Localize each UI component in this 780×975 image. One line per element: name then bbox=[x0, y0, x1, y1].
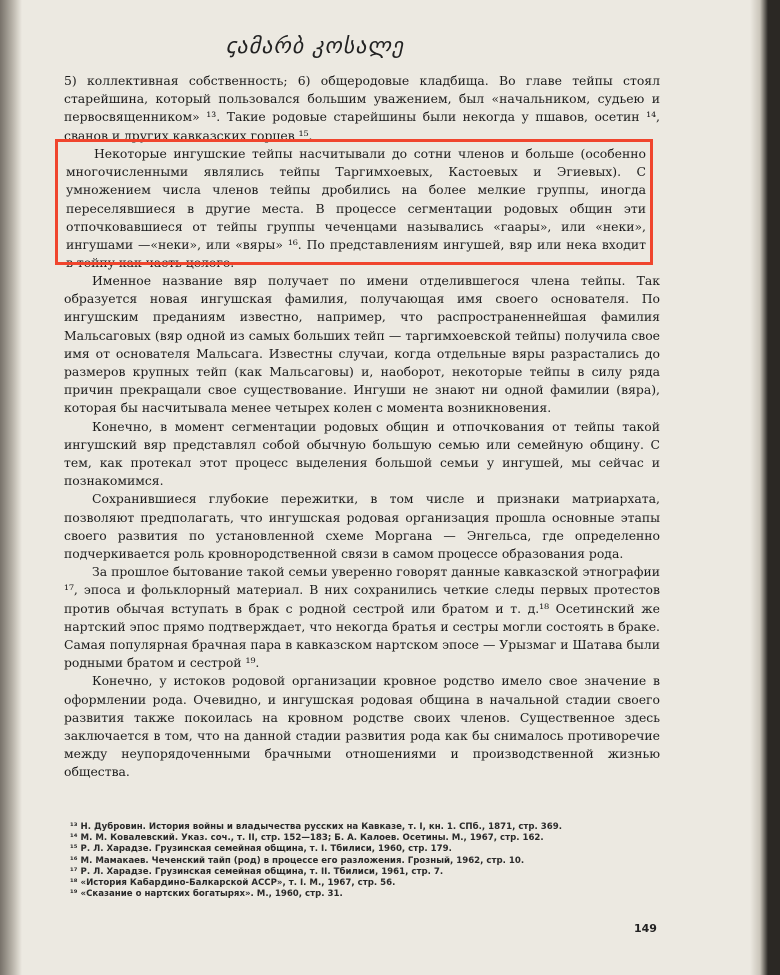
footnote: ¹⁹ «Сказание о нартских богатырях». М., 1960, стр. 31. bbox=[70, 889, 343, 900]
page-edge bbox=[750, 0, 780, 975]
footnote: ¹³ Н. Дубровин. История войны и владычества русских на Кавказе, т. I, кн. 1. СПб., 1871, стр. 369. bbox=[70, 822, 563, 832]
main-text-block bbox=[64, 272, 660, 782]
paragraph: 5) коллективная собственность; 6) общеродовые кладбища. Во главе тейпы стоял старейшина, который пользовался большим уважением, был «начальником, судьею и первосвященником» ¹³. Такие родовые старейшины были некогда у пшавов, осетин ¹⁴, сванов и других кавказских горцев ¹⁵. bbox=[64, 73, 660, 143]
page-gutter-shadow bbox=[0, 0, 22, 975]
footnote: ¹⁷ Р. Л. Харадзе. Грузинская семейная община, т. II. Тбилиси, 1961, стр. 7. bbox=[70, 866, 444, 877]
footnote: ¹⁵ Р. Л. Харадзе. Грузинская семейная община, т. I. Тбилиси, 1960, стр. 179. bbox=[70, 844, 452, 855]
paragraph: Конечно, в момент сегментации родовых общин и отпочкования от тейпы такой ингушский вяр представлял собой обычную большую семью или семейную общину. С тем, как протекал этот процесс выделения большой семьи у ингушей, мы сейчас и познакомимся. bbox=[64, 418, 660, 489]
paragraph: Именное название вяр получает по имени отделившегося члена тейпы. Так образуется новая ингушская фамилия, получающая имя своего основателя. По ингушским преданиям известно, например, что распространеннейшая фамилия Мальсаговых (вяр одной из самых больших тейп — таргимхоевской тейпы) получила свое имя от основателя Мальсага. Известны случаи, когда отдельные вяры разрастались до размеров крупных тейп (как Мальсаговы) и, наоборот, некоторые тейпы в силу ряда причин прекращали свое существование. Ингуши не знают ни одной фамилии (вяра), которая бы насчитывала менее четырех колен с момента возникновения. bbox=[64, 273, 660, 416]
handwritten-note: ꞔამარბ კოსალე bbox=[225, 34, 405, 59]
page-number: 149 bbox=[634, 922, 657, 935]
footnote: ¹⁴ М. М. Ковалевский. Указ. соч., т. II, стр. 152—183; Б. А. Калоев. Осетины. М., 1967, стр. 162. bbox=[70, 833, 544, 844]
footnotes bbox=[70, 822, 670, 900]
top-text-block bbox=[64, 72, 660, 145]
footnote: ¹⁸ «История Кабардино-Балкарской АССР», т. I. М., 1967, стр. 56. bbox=[70, 878, 396, 889]
paragraph: Конечно, у истоков родовой организации кровное родство имело свое значение в оформлении рода. Очевидно, и ингушская родовая община в начальной стадии своего развития также покоилась на кровном родстве своих членов. Существенное здесь заключается в том, что на данной стадии развития рода как бы снималось противоречие между неупорядоченными брачными отношениями и производственной жизнью общества. bbox=[64, 673, 660, 780]
highlight-box bbox=[55, 139, 653, 265]
paragraph: За прошлое бытование такой семьи уверенно говорят данные кавказской этнографии ¹⁷, эпоса и фольклорный материал. В них сохранились четкие следы первых протестов против обычая вступать в брак с родной сестрой или братом и т. д.¹⁸ Осетинский же нартский эпос прямо подтверждает, что некогда братья и сестры могли состоять в браке. Самая популярная брачная пара в кавказском нартском эпосе — Урызмаг и Шатава были родными братом и сестрой ¹⁹. bbox=[64, 564, 660, 671]
highlighted-paragraph: Некоторые ингушские тейпы насчитывали до сотни членов и больше (особенно многочисленными являлись тейпы Таргимхоевых, Кастоевых и Эгиевых). С умножением числа членов тейпы дробились на более мелкие группы, иногда переселявшиеся в другие места. В процессе сегментации родовых общин эти отпочковавшиеся от тейпы группы чеченцами назывались «гаары», или «неки», ингушами —«неки», или «вяры» ¹⁶. По представлениям ингушей, вяр или нека входит в тейпу как часть целого. bbox=[66, 146, 646, 271]
paragraph: Сохранившиеся глубокие пережитки, в том числе и признаки матриархата, позволяют предполагать, что ингушская родовая организация прошла основные этапы своего развития по установленной схеме Моргана — Энгельса, где определенно подчеркивается роль кровнородственной связи в самом процессе образования рода. bbox=[64, 491, 660, 562]
footnote: ¹⁶ М. Мамакаев. Чеченский тайп (род) в процессе его разложения. Грозный, 1962, стр. 10. bbox=[70, 855, 525, 866]
